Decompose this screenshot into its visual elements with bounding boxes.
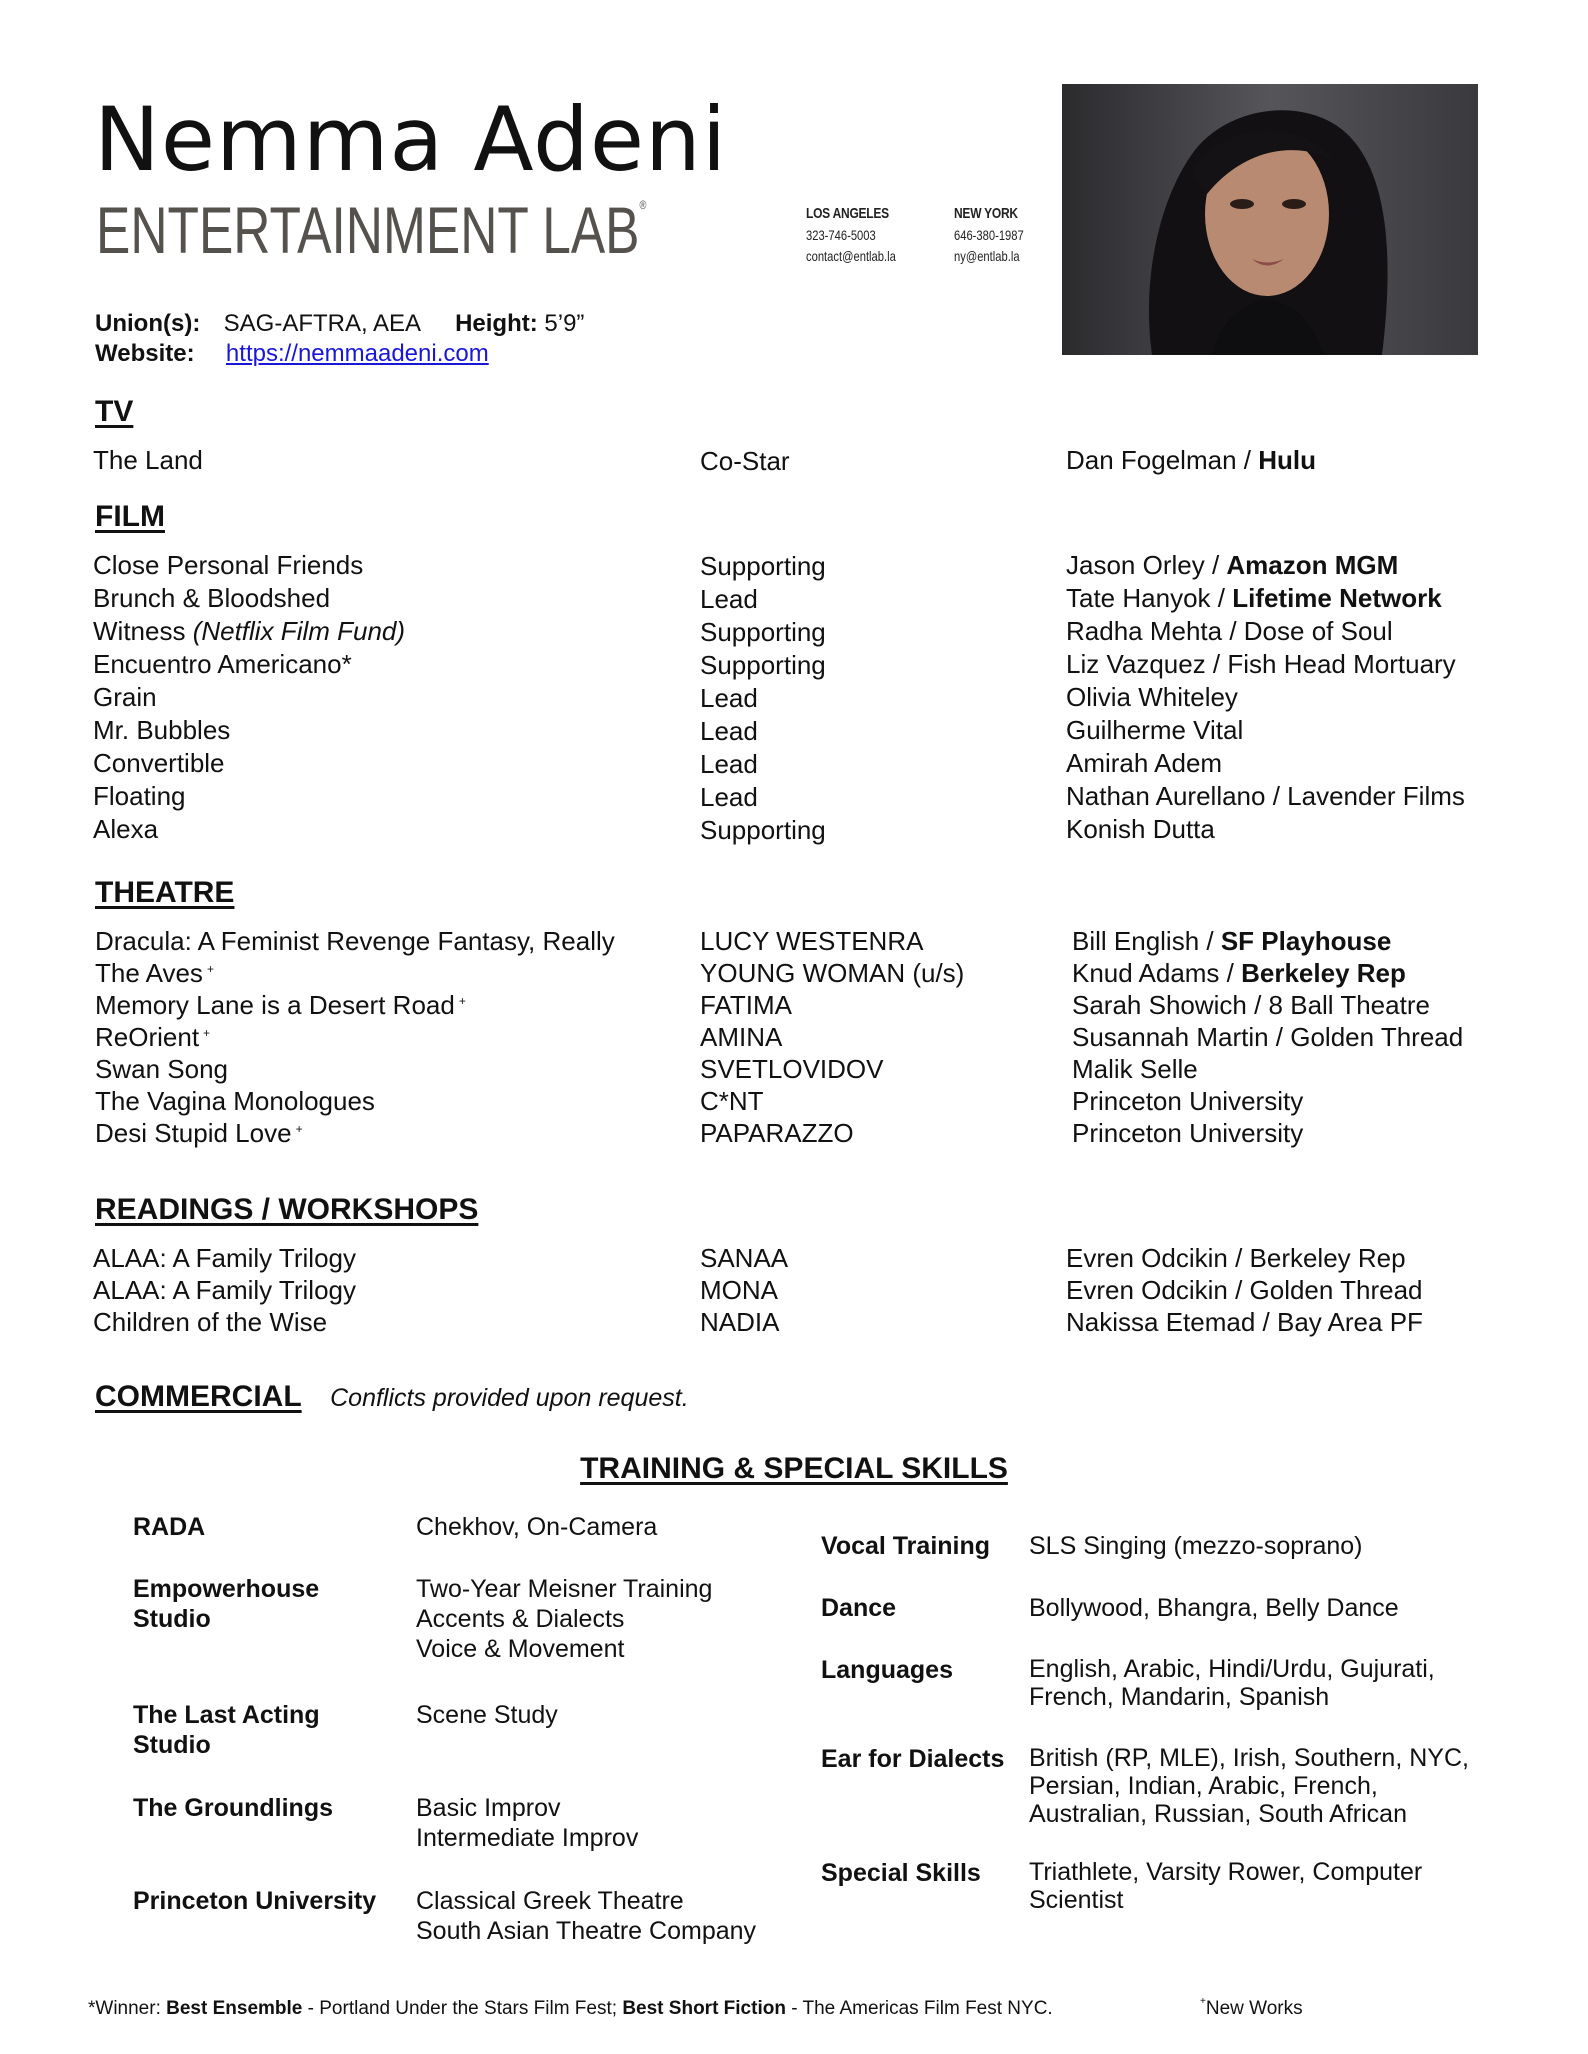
credit-role: C*NT bbox=[700, 1086, 764, 1116]
credit-company: SF Playhouse bbox=[1220, 926, 1392, 956]
training-value: Basic Improv Intermediate Improv bbox=[416, 1794, 639, 1852]
theatre-directors bbox=[1072, 925, 1463, 1149]
training-value: Scene Study bbox=[416, 1701, 558, 1729]
new-work-mark: + bbox=[295, 1122, 303, 1136]
credit-company: Hulu bbox=[1258, 445, 1316, 475]
credit-title: Witness (Netflix Film Fund) bbox=[93, 616, 406, 646]
section-heading-commercial: COMMERCIAL bbox=[95, 1380, 302, 1413]
office-phone: 646-380-1987 bbox=[954, 227, 1024, 243]
commercial-line bbox=[95, 1380, 689, 1414]
credit-title: Floating bbox=[93, 781, 186, 811]
office-phone: 323-746-5003 bbox=[806, 227, 876, 243]
credit-title: ALAA: A Family Trilogy bbox=[93, 1243, 356, 1273]
tv-roles bbox=[700, 445, 790, 478]
credit-director: Susannah Martin / Golden Thread bbox=[1072, 1022, 1464, 1052]
film-titles bbox=[93, 549, 405, 846]
film-directors bbox=[1066, 549, 1465, 846]
office-email: contact@entlab.la bbox=[806, 248, 896, 264]
training-value: Two-Year Meisner Training Accents & Dialects Voice & Movement bbox=[416, 1575, 713, 1663]
credit-title: Alexa bbox=[93, 814, 159, 844]
section-heading-training: TRAINING & SPECIAL SKILLS bbox=[580, 1452, 1008, 1485]
website-line bbox=[95, 340, 489, 368]
credit-director: Radha Mehta / Dose of Soul bbox=[1066, 616, 1393, 646]
unions-value: SAG-AFTRA, AEA bbox=[223, 310, 420, 337]
credit-director: Sarah Showich / 8 Ball Theatre bbox=[1072, 990, 1430, 1020]
agency-registered-mark: ® bbox=[639, 198, 647, 212]
credit-director: Guilherme Vital bbox=[1066, 715, 1244, 745]
section-heading-theatre: THEATRE bbox=[95, 876, 235, 909]
credit-role: YOUNG WOMAN (u/s) bbox=[700, 958, 965, 988]
skill-label: Languages bbox=[821, 1656, 953, 1684]
skill-label: Vocal Training bbox=[821, 1532, 991, 1560]
new-work-mark: + bbox=[206, 962, 214, 976]
film-roles bbox=[700, 550, 826, 847]
credit-role: Co-Star bbox=[700, 446, 790, 476]
office-city: LOS ANGELES bbox=[806, 205, 889, 222]
credit-company: Amazon MGM bbox=[1226, 550, 1399, 580]
theatre-roles bbox=[700, 925, 964, 1149]
new-work-mark: + bbox=[458, 994, 466, 1008]
credit-role: Lead bbox=[700, 782, 758, 812]
credit-title: Children of the Wise bbox=[93, 1307, 328, 1337]
section-heading-readings: READINGS / WORKSHOPS bbox=[95, 1193, 479, 1226]
headshot-photo bbox=[1062, 84, 1478, 355]
credit-role: LUCY WESTENRA bbox=[700, 926, 924, 956]
training-value: Classical Greek Theatre South Asian Theatre Company bbox=[416, 1887, 757, 1945]
readings-directors bbox=[1066, 1242, 1423, 1338]
credit-title: Encuentro Americano* bbox=[93, 649, 352, 679]
footer-new-works: +New Works bbox=[1200, 1996, 1303, 2019]
credit-role: SANAA bbox=[700, 1243, 789, 1273]
credit-role: NADIA bbox=[700, 1307, 780, 1337]
credit-role: Supporting bbox=[700, 551, 826, 581]
credit-director: Evren Odcikin / Berkeley Rep bbox=[1066, 1243, 1406, 1273]
skill-value: Triathlete, Varsity Rower, Computer Scientist bbox=[1029, 1858, 1423, 1914]
credit-role: PAPARAZZO bbox=[700, 1118, 854, 1148]
credit-director: Liz Vazquez / Fish Head Mortuary bbox=[1066, 649, 1456, 679]
agency-name: ENTERTAINMENT LAB bbox=[96, 193, 640, 267]
credit-title: ALAA: A Family Trilogy bbox=[93, 1275, 356, 1305]
skill-label: Dance bbox=[821, 1594, 897, 1622]
unions-label: Union(s): bbox=[95, 310, 201, 337]
skill-value: British (RP, MLE), Irish, Southern, NYC, Persian, Indian, Arabic, French, Australian, Russian, South African bbox=[1029, 1744, 1469, 1828]
credit-company: Berkeley Rep bbox=[1241, 958, 1406, 988]
section-heading-film: FILM bbox=[95, 500, 165, 533]
office-los-angeles bbox=[806, 205, 896, 264]
credit-director: Princeton University bbox=[1072, 1118, 1304, 1148]
new-work-mark: + bbox=[1200, 1996, 1206, 2007]
training-label: The Last Acting Studio bbox=[133, 1701, 320, 1759]
readings-roles bbox=[700, 1242, 788, 1338]
credit-role: Lead bbox=[700, 683, 758, 713]
credit-director: Dan Fogelman / Hulu bbox=[1066, 445, 1316, 475]
credit-role: SVETLOVIDOV bbox=[700, 1054, 884, 1084]
actor-name: Nemma Adeni bbox=[94, 88, 728, 191]
credit-title-note: (Netflix Film Fund) bbox=[192, 616, 406, 646]
agency-logo bbox=[96, 192, 646, 268]
credit-director: Nakissa Etemad / Bay Area PF bbox=[1066, 1307, 1423, 1337]
credit-director: Nathan Aurellano / Lavender Films bbox=[1066, 781, 1465, 811]
skill-value: SLS Singing (mezzo-soprano) bbox=[1029, 1532, 1363, 1560]
credit-title: The Land bbox=[93, 445, 203, 475]
credit-title: Desi Stupid Love + bbox=[95, 1118, 303, 1148]
training-label: Empowerhouse Studio bbox=[133, 1575, 320, 1633]
training-label: RADA bbox=[133, 1513, 206, 1541]
credit-title: Grain bbox=[93, 682, 157, 712]
credit-title: Close Personal Friends bbox=[93, 550, 364, 580]
credit-title: Mr. Bubbles bbox=[93, 715, 231, 745]
credit-role: Supporting bbox=[700, 815, 826, 845]
skill-label: Ear for Dialects bbox=[821, 1745, 1005, 1773]
credit-role: MONA bbox=[700, 1275, 778, 1305]
footer-awards: *Winner: Best Ensemble - Portland Under the Stars Film Fest; Best Short Fiction - The Americas Film Fest NYC. bbox=[88, 1998, 1053, 2019]
award-best-short-fiction: Best Short Fiction bbox=[622, 1998, 786, 2019]
credit-title: Brunch & Bloodshed bbox=[93, 583, 331, 613]
credit-director: Knud Adams / Berkeley Rep bbox=[1072, 958, 1406, 988]
readings-titles bbox=[93, 1242, 356, 1338]
credit-title: The Aves + bbox=[95, 958, 214, 988]
credit-title: ReOrient + bbox=[95, 1022, 211, 1052]
credit-director: Tate Hanyok / Lifetime Network bbox=[1066, 583, 1442, 613]
credit-title: Convertible bbox=[93, 748, 225, 778]
credit-role: Lead bbox=[700, 716, 758, 746]
height-value: 5’9” bbox=[544, 310, 585, 337]
credit-role: Supporting bbox=[700, 617, 826, 647]
office-email: ny@entlab.la bbox=[954, 248, 1020, 264]
section-heading-tv: TV bbox=[95, 395, 134, 428]
credit-director: Princeton University bbox=[1072, 1086, 1304, 1116]
training-label: Princeton University bbox=[133, 1887, 377, 1915]
tv-directors bbox=[1066, 444, 1316, 477]
credit-role: Lead bbox=[700, 584, 758, 614]
credit-director: Evren Odcikin / Golden Thread bbox=[1066, 1275, 1423, 1305]
training-value: Chekhov, On-Camera bbox=[416, 1513, 658, 1541]
commercial-note: Conflicts provided upon request. bbox=[330, 1384, 689, 1412]
credit-director: Amirah Adem bbox=[1066, 748, 1223, 778]
website-link[interactable]: https://nemmaadeni.com bbox=[225, 340, 489, 367]
skill-label: Special Skills bbox=[821, 1859, 981, 1887]
credit-title: Memory Lane is a Desert Road + bbox=[95, 990, 466, 1020]
credit-director: Konish Dutta bbox=[1066, 814, 1215, 844]
credit-director: Malik Selle bbox=[1072, 1054, 1198, 1084]
skill-value: English, Arabic, Hindi/Urdu, Gujurati, French, Mandarin, Spanish bbox=[1029, 1655, 1435, 1711]
award-best-ensemble: Best Ensemble bbox=[166, 1998, 303, 2019]
training-label: The Groundlings bbox=[133, 1794, 333, 1822]
credit-role: AMINA bbox=[700, 1022, 783, 1052]
credit-role: Supporting bbox=[700, 650, 826, 680]
credit-title: The Vagina Monologues bbox=[95, 1086, 375, 1116]
skill-value: Bollywood, Bhangra, Belly Dance bbox=[1029, 1594, 1399, 1622]
union-height-line bbox=[95, 310, 584, 338]
credit-title: Swan Song bbox=[95, 1054, 228, 1084]
credit-role: FATIMA bbox=[700, 990, 792, 1020]
credit-director: Olivia Whiteley bbox=[1066, 682, 1238, 712]
office-new-york bbox=[954, 205, 1024, 264]
credit-director: Jason Orley / Amazon MGM bbox=[1066, 550, 1399, 580]
credit-role: Lead bbox=[700, 749, 758, 779]
tv-titles bbox=[93, 444, 203, 477]
headshot-image bbox=[1062, 84, 1478, 355]
new-work-mark: + bbox=[203, 1026, 211, 1040]
height-label: Height: bbox=[455, 310, 538, 337]
website-label: Website: bbox=[95, 340, 195, 367]
office-city: NEW YORK bbox=[954, 205, 1018, 222]
theatre-titles bbox=[95, 925, 615, 1149]
credit-director: Bill English / SF Playhouse bbox=[1072, 926, 1392, 956]
credit-title: Dracula: A Feminist Revenge Fantasy, Really bbox=[95, 926, 615, 956]
credit-company: Lifetime Network bbox=[1232, 583, 1442, 613]
